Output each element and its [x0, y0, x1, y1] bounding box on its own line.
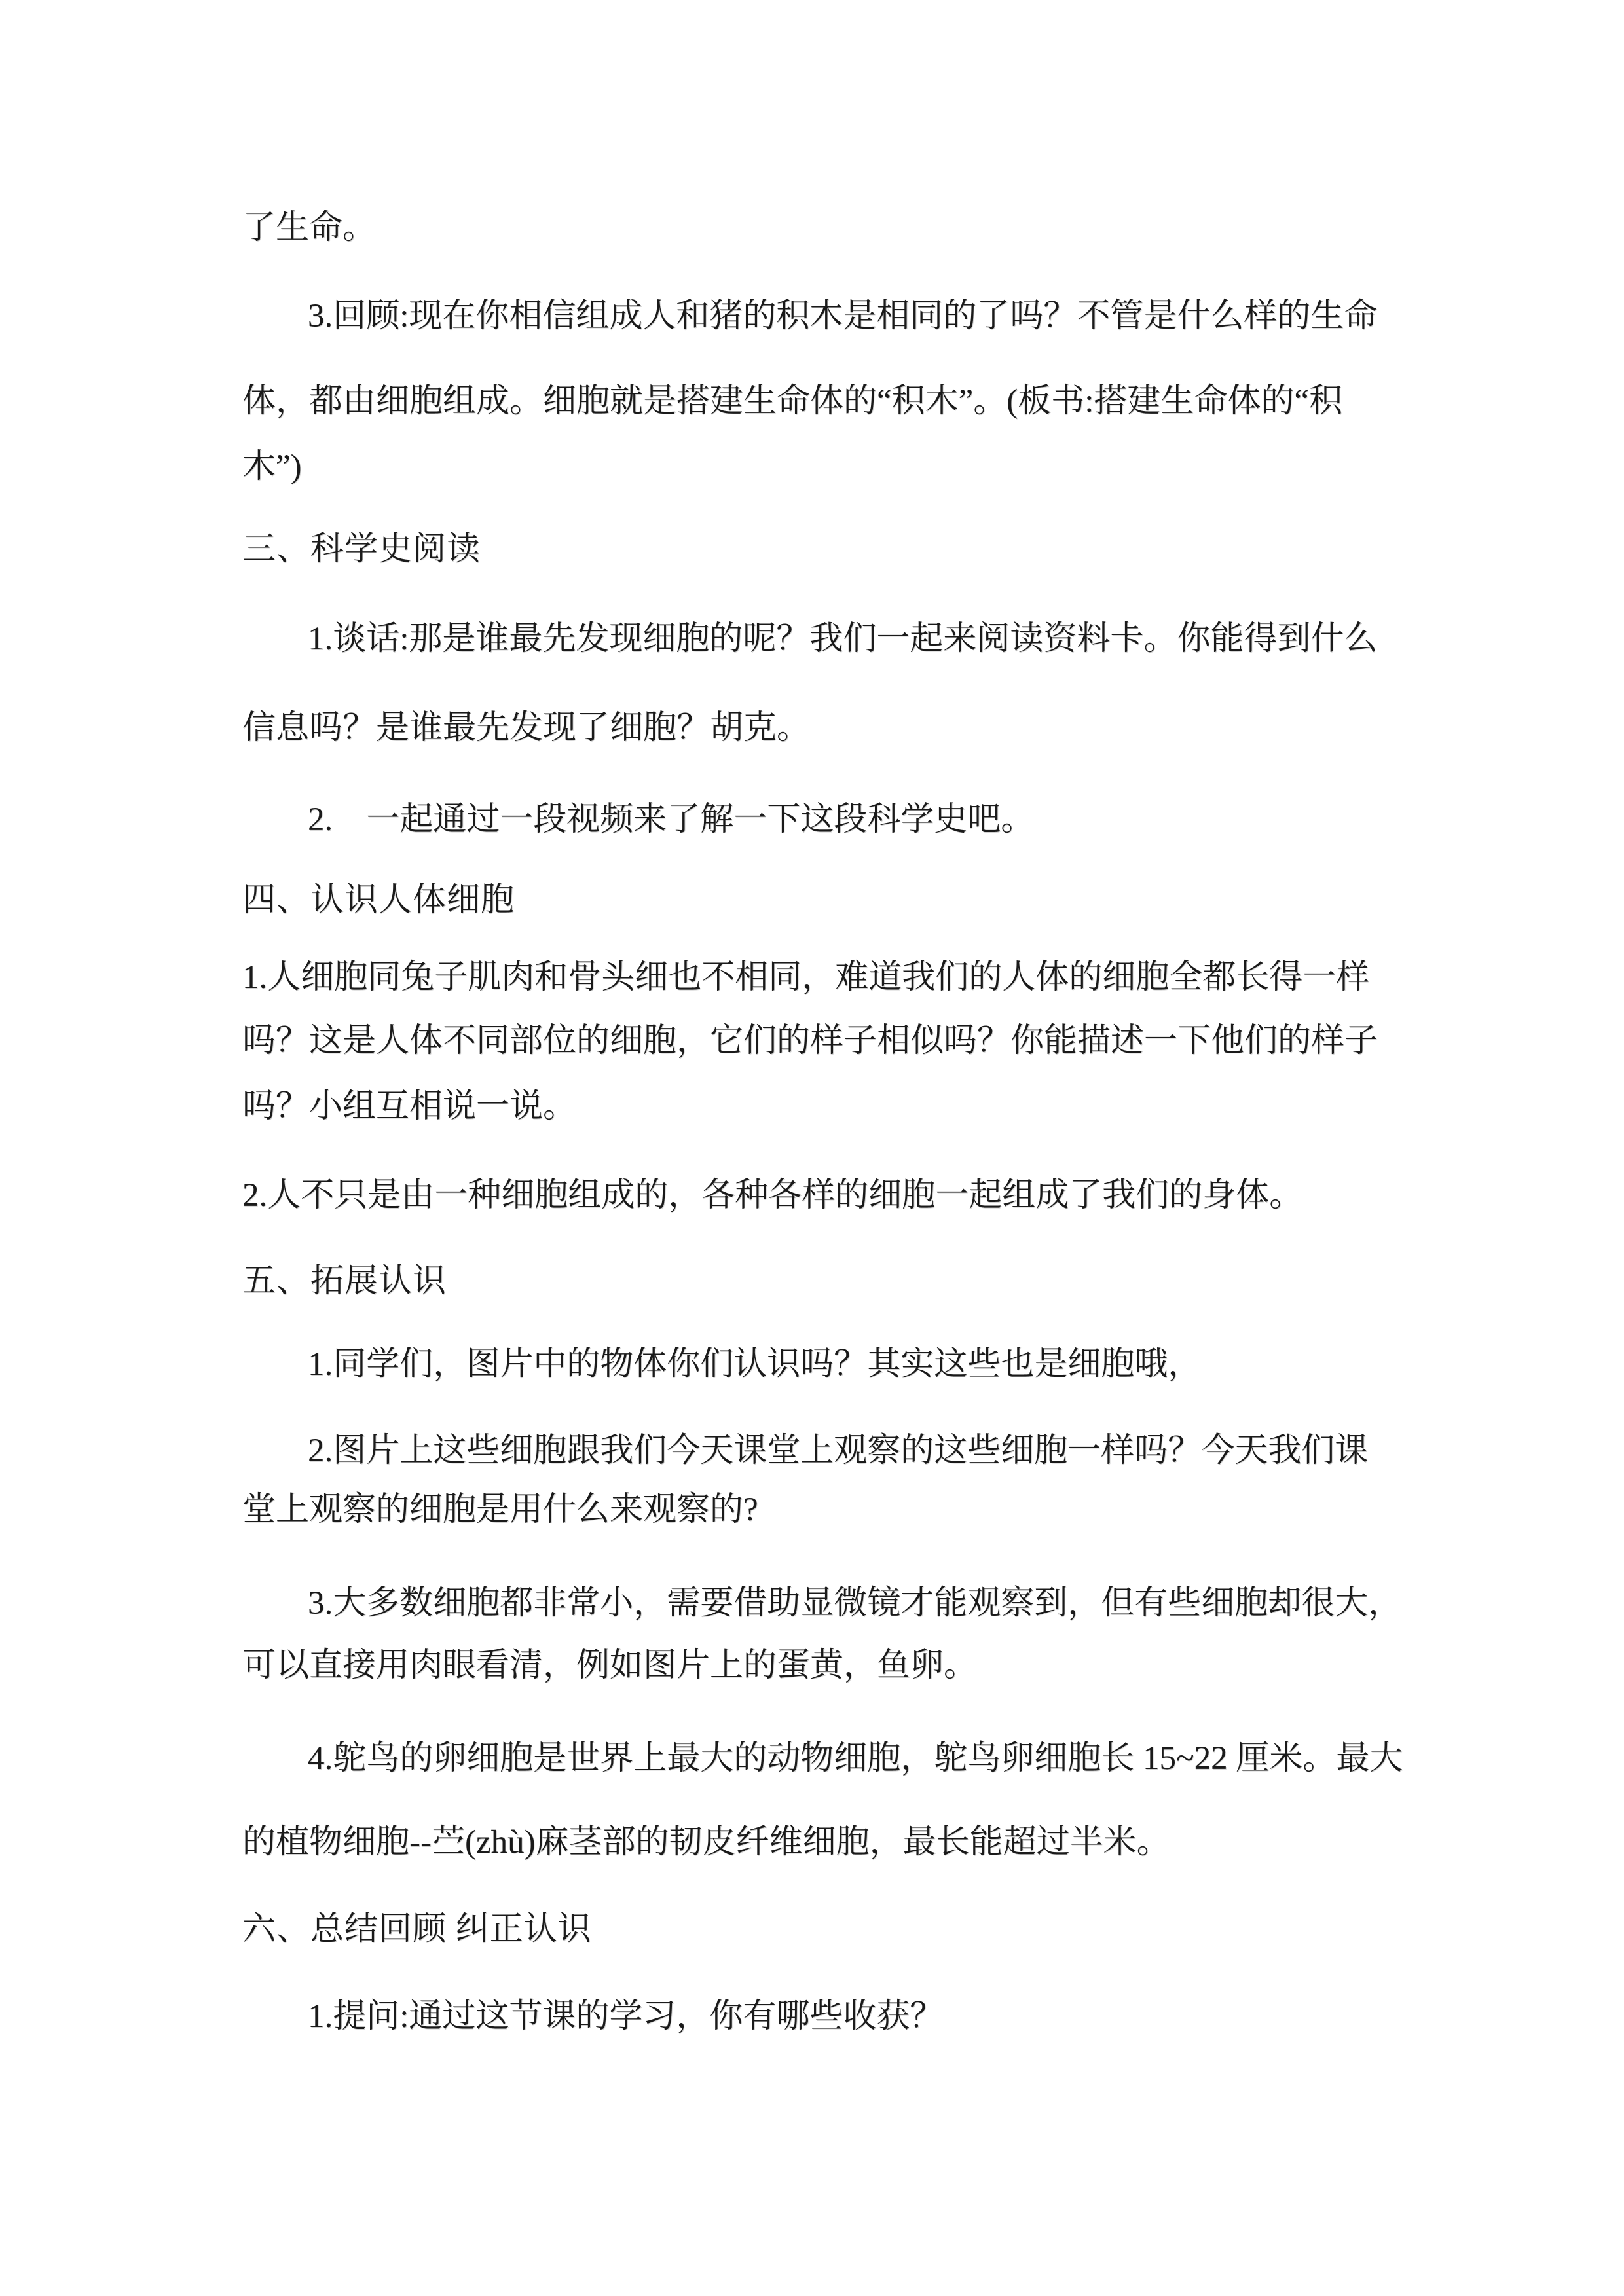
document-line: 可以直接用肉眼看清，例如图片上的蛋黄，鱼卵。 [242, 1647, 978, 1684]
document-line: 3.大多数细胞都非常小，需要借助显微镜才能观察到，但有些细胞却很大， [308, 1585, 1402, 1622]
document-line: 1.同学们，图片中的物体你们认识吗？其实这些也是细胞哦， [308, 1346, 1202, 1383]
section-heading: 三、科学史阅读 [242, 531, 481, 568]
document-line: 2.人不只是由一种细胞组成的，各种各样的细胞一起组成了我们的身体。 [242, 1177, 1303, 1214]
document-line: 信息吗？是谁最先发现了细胞？胡克。 [242, 710, 811, 746]
document-line: 的植物细胞--苎(zhù)麻茎部的韧皮纤维细胞，最长能超过半米。 [242, 1824, 1170, 1861]
document-line: 1.提问:通过这节课的学习，你有哪些收获？ [308, 1998, 944, 2035]
document-line: 2.图片上这些细胞跟我们今天课堂上观察的这些细胞一样吗？今天我们课 [308, 1432, 1369, 1469]
document-line: 1.人细胞同兔子肌肉和骨头细也不相同，难道我们的人体的细胞全都长得一样 [242, 959, 1370, 996]
document-line: 体，都由细胞组成。细胞就是搭建生命体的“积木”。(板书:搭建生命体的“积 [242, 383, 1343, 420]
document-line: 3.回顾:现在你相信组成人和猪的积木是相同的了吗？不管是什么样的生命 [308, 298, 1378, 335]
document-line: 1.谈话:那是谁最先发现细胞的呢？我们一起来阅读资料卡。你能得到什么 [308, 621, 1378, 657]
section-heading: 五、拓展认识 [242, 1263, 447, 1300]
document-line: 木”) [242, 448, 302, 485]
section-heading: 四、认识人体细胞 [242, 882, 515, 919]
document-line: 吗？这是人体不同部位的细胞，它们的样子相似吗？你能描述一下他们的样子 [242, 1023, 1378, 1059]
document-line: 2. 一起通过一段视频来了解一下这段科学史吧。 [308, 801, 1035, 838]
section-heading: 六、总结回顾 纠正认识 [242, 1911, 592, 1948]
document-line: 4.鸵鸟的卵细胞是世界上最大的动物细胞，鸵鸟卵细胞长 15~22 厘米。最大 [308, 1740, 1403, 1777]
document-line: 堂上观察的细胞是用什么来观察的? [242, 1491, 758, 1528]
document-line: 吗？小组互相说一说。 [242, 1088, 577, 1125]
document-line: 了生命。 [242, 210, 377, 246]
